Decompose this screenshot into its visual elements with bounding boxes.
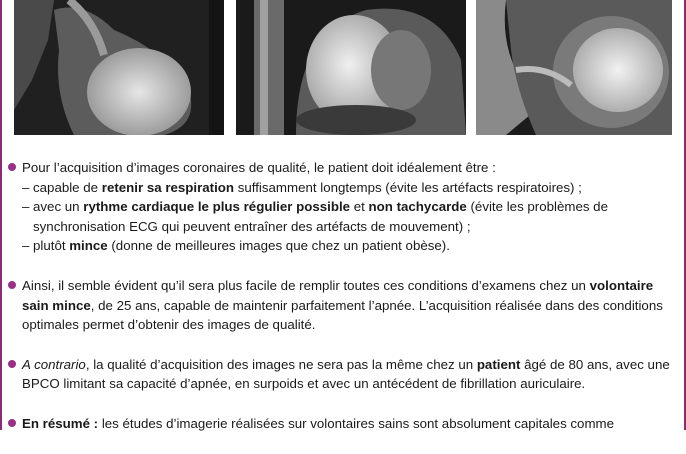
paragraph-requirements: [8, 158, 680, 256]
bullet-icon: [8, 360, 16, 368]
list-item: – plutôt mince (donne de meilleures images que chez un patient obèse).: [22, 238, 450, 254]
ct-sagittal-heart-image: [14, 0, 224, 135]
paragraph-patient: A contrario, la qualité d’acquisition des images ne sera pas la même chez un patient âgé de 80 ans, avec une BPCO limitant sa capacité d’apnée, en surpoids et avec un antécédent de fibrillation auriculaire.: [8, 355, 680, 394]
page-frame-left: [0, 0, 2, 430]
list-item: – avec un rythme cardiaque le plus régulier possible et non tachycarde (évite les problèmes de synchronisation ECG qui peuvent entraîner des artéfacts de mouvement) ;: [22, 199, 608, 234]
paragraph-summary: En résumé : les études d’imagerie réalisées sur volontaires sains sont absolument capitales comme: [8, 414, 680, 434]
bullet-icon: [8, 163, 16, 171]
ct-image-strip: [14, 0, 672, 135]
paragraph-healthy-volunteer: Ainsi, il semble évident qu’il sera plus facile de remplir toutes ces conditions d’examens chez un volontaire sain mince, de 25 ans, capable de maintenir parfaitement l’apnée. L’acquisition réalisée dans des conditions optimales permet d’obtenir des images de qualité.: [8, 276, 680, 335]
body-text: [8, 158, 680, 454]
bullet-icon: [8, 281, 16, 289]
requirements-intro: Pour l’acquisition d’images coronaires de qualité, le patient doit idéalement être :: [22, 160, 496, 175]
ct-oblique-heart-image: [236, 0, 466, 135]
bullet-icon: [8, 419, 16, 427]
ct-axial-heart-image: [476, 0, 672, 135]
list-item: – capable de retenir sa respiration suffisamment longtemps (évite les artéfacts respiratoires) ;: [22, 179, 582, 195]
